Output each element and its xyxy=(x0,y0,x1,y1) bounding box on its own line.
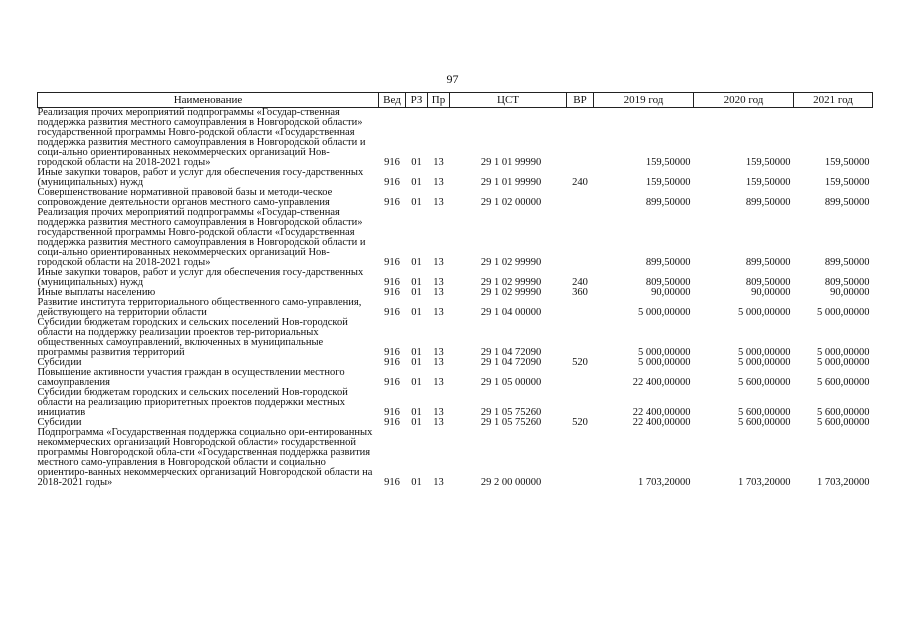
header-2019: 2019 год xyxy=(594,93,694,108)
cell-rz: 01 xyxy=(411,347,422,358)
cell-name: Субсидии бюджетам городских и сельских поселений Нов-городской области на реализацию приоритетных проектов поддержки местных инициатив xyxy=(37,387,348,418)
cell-pr: 13 xyxy=(433,177,444,188)
cell-vr xyxy=(567,208,594,268)
cell-pr: 13 xyxy=(433,377,444,388)
table-row xyxy=(38,318,873,358)
cell-2021: 159,50000 xyxy=(824,177,870,188)
cell-cst: 29 1 02 99990 xyxy=(480,257,542,268)
cell-2019: 5 000,00000 xyxy=(638,347,691,358)
cell-name: Субсидии бюджетам городских и сельских поселений Нов-городской области на поддержку реализации проектов тер-риториальных общественных самоуправлений, включенных в муниципальные программы развития территорий xyxy=(37,317,348,358)
cell-rz: 01 xyxy=(411,377,422,388)
cell-cst: 29 1 02 99990 xyxy=(480,287,542,298)
table-row xyxy=(38,208,873,268)
cell-cst: 29 1 04 00000 xyxy=(480,307,542,318)
cell-2020: 5 000,00000 xyxy=(738,347,791,358)
cell-cst: 29 1 05 00000 xyxy=(480,377,542,388)
table-row xyxy=(38,268,873,288)
budget-table xyxy=(37,92,873,488)
table-header xyxy=(38,93,873,108)
header-vr: ВР xyxy=(567,93,594,108)
cell-ved: 916 xyxy=(384,417,400,428)
cell-rz: 01 xyxy=(411,417,422,428)
cell-vr xyxy=(567,428,594,488)
cell-ved: 916 xyxy=(384,407,400,418)
cell-2020: 5 600,00000 xyxy=(738,417,791,428)
cell-ved: 916 xyxy=(384,177,400,188)
cell-pr: 13 xyxy=(433,157,444,168)
cell-2020: 5 600,00000 xyxy=(738,407,791,418)
cell-ved: 916 xyxy=(384,357,400,368)
cell-ved: 916 xyxy=(384,347,400,358)
cell-ved: 916 xyxy=(384,157,400,168)
cell-2019: 5 000,00000 xyxy=(638,307,691,318)
cell-rz: 01 xyxy=(411,477,422,488)
cell-name: Субсидии xyxy=(37,357,82,368)
cell-2020: 159,50000 xyxy=(745,157,791,168)
cell-2020: 809,50000 xyxy=(745,277,791,288)
cell-cst: 29 1 05 75260 xyxy=(480,407,542,418)
cell-vr xyxy=(567,108,594,169)
cell-cst: 29 1 02 00000 xyxy=(480,197,542,208)
cell-pr: 13 xyxy=(433,277,444,288)
cell-pr: 13 xyxy=(433,197,444,208)
cell-2019: 159,50000 xyxy=(645,157,691,168)
cell-name: Реализация прочих мероприятий подпрограммы «Государ-ственная поддержка развития местного самоуправления в Новгородской области» государственной программы Новго-родской области «Государственная поддержка развития местного самоуправления в Новгородской области и соци-ально ориентированных некоммерческих организаций Нов-городской области на 2018-2021 годы» xyxy=(37,207,366,268)
page-number: 97 xyxy=(446,72,459,86)
header-ved: Вед xyxy=(379,93,406,108)
cell-rz: 01 xyxy=(411,197,422,208)
cell-2021: 899,50000 xyxy=(824,197,870,208)
cell-pr: 13 xyxy=(433,307,444,318)
cell-ved: 916 xyxy=(384,377,400,388)
cell-name: Иные выплаты населению xyxy=(37,287,156,298)
cell-name: Реализация прочих мероприятий подпрограммы «Государ-ственная поддержка развития местного самоуправления в Новгородской области» государственной программы Новго-родской области «Государственная поддержка развития местного самоуправления в Новгородской области и соци-ально ориентированных некоммерческих организаций Нов-городской области на 2018-2021 годы» xyxy=(37,107,366,168)
cell-vr xyxy=(567,368,594,388)
cell-2020: 5 000,00000 xyxy=(738,357,791,368)
cell-ved: 916 xyxy=(384,287,400,298)
table-row xyxy=(38,298,873,318)
cell-cst: 29 1 01 99990 xyxy=(480,157,542,168)
cell-cst: 29 2 00 00000 xyxy=(480,477,542,488)
cell-pr: 13 xyxy=(433,417,444,428)
cell-2020: 899,50000 xyxy=(745,257,791,268)
header-2021: 2021 год xyxy=(794,93,873,108)
cell-pr: 13 xyxy=(433,287,444,298)
cell-pr: 13 xyxy=(433,347,444,358)
table-row xyxy=(38,428,873,488)
cell-name: Субсидии xyxy=(37,417,82,428)
cell-2021: 5 600,00000 xyxy=(817,407,870,418)
table-row xyxy=(38,188,873,208)
cell-vr: 240 xyxy=(572,277,588,288)
cell-2021: 90,00000 xyxy=(830,287,870,298)
cell-2021: 159,50000 xyxy=(824,157,870,168)
cell-pr: 13 xyxy=(433,357,444,368)
cell-cst: 29 1 04 72090 xyxy=(480,357,542,368)
cell-name: Подпрограмма «Государственная поддержка социально ори-ентированных некоммерческих организаций Новгородской области» государственной программы Новгородской обла-сти «Государственная поддержка развития местного само-управления в Новгородской области и социально ориентиро-ванных некоммерческих организаций Новгородской области на 2018-2021 годы» xyxy=(37,427,373,488)
cell-2020: 1 703,20000 xyxy=(738,477,791,488)
cell-2019: 899,50000 xyxy=(645,197,691,208)
cell-2019: 809,50000 xyxy=(645,277,691,288)
cell-pr: 13 xyxy=(433,257,444,268)
cell-vr: 360 xyxy=(572,287,588,298)
cell-cst: 29 1 04 72090 xyxy=(480,347,542,358)
cell-2019: 899,50000 xyxy=(645,257,691,268)
header-pr: Пр xyxy=(428,93,450,108)
cell-cst: 29 1 02 99990 xyxy=(480,277,542,288)
cell-2021: 5 000,00000 xyxy=(817,357,870,368)
cell-cst: 29 1 05 75260 xyxy=(480,417,542,428)
table-body xyxy=(38,108,873,489)
cell-2021: 1 703,20000 xyxy=(817,477,870,488)
cell-ved: 916 xyxy=(384,197,400,208)
cell-rz: 01 xyxy=(411,407,422,418)
cell-rz: 01 xyxy=(411,277,422,288)
cell-2019: 22 400,00000 xyxy=(632,407,691,418)
cell-name: Повышение активности участия граждан в осуществлении местного самоуправления xyxy=(37,367,345,388)
cell-2021: 5 000,00000 xyxy=(817,307,870,318)
cell-rz: 01 xyxy=(411,307,422,318)
cell-name: Развитие института территориального общественного само-управления, действующего на территории области xyxy=(37,297,362,318)
table-row xyxy=(38,368,873,388)
cell-2020: 5 600,00000 xyxy=(738,377,791,388)
cell-rz: 01 xyxy=(411,287,422,298)
table-row xyxy=(38,108,873,169)
cell-2021: 5 600,00000 xyxy=(817,417,870,428)
table-row xyxy=(38,168,873,188)
cell-cst: 29 1 01 99990 xyxy=(480,177,542,188)
cell-2019: 90,00000 xyxy=(651,287,691,298)
cell-ved: 916 xyxy=(384,257,400,268)
cell-vr: 520 xyxy=(572,417,588,428)
cell-rz: 01 xyxy=(411,357,422,368)
cell-rz: 01 xyxy=(411,157,422,168)
cell-2021: 5 000,00000 xyxy=(817,347,870,358)
cell-pr: 13 xyxy=(433,407,444,418)
cell-ved: 916 xyxy=(384,477,400,488)
cell-2021: 5 600,00000 xyxy=(817,377,870,388)
cell-2019: 1 703,20000 xyxy=(638,477,691,488)
cell-ved: 916 xyxy=(384,307,400,318)
cell-name: Иные закупки товаров, работ и услуг для обеспечения госу-дарственных (муниципальных) нужд xyxy=(37,267,364,288)
cell-vr xyxy=(567,318,594,358)
cell-2019: 22 400,00000 xyxy=(632,417,691,428)
cell-vr: 240 xyxy=(572,177,588,188)
header-name: Наименование xyxy=(38,93,379,108)
cell-vr: 520 xyxy=(572,357,588,368)
cell-ved: 916 xyxy=(384,277,400,288)
cell-pr: 13 xyxy=(433,477,444,488)
cell-vr xyxy=(567,188,594,208)
header-2020: 2020 год xyxy=(694,93,794,108)
cell-2020: 899,50000 xyxy=(745,197,791,208)
table-row xyxy=(38,388,873,418)
cell-2020: 5 000,00000 xyxy=(738,307,791,318)
header-rz: РЗ xyxy=(406,93,428,108)
cell-2021: 809,50000 xyxy=(824,277,870,288)
cell-2019: 5 000,00000 xyxy=(638,357,691,368)
cell-2019: 159,50000 xyxy=(645,177,691,188)
cell-rz: 01 xyxy=(411,177,422,188)
cell-rz: 01 xyxy=(411,257,422,268)
cell-2020: 159,50000 xyxy=(745,177,791,188)
cell-vr xyxy=(567,298,594,318)
cell-2019: 22 400,00000 xyxy=(632,377,691,388)
header-cst: ЦСТ xyxy=(450,93,567,108)
cell-name: Совершенствование нормативной правовой базы и методи-ческое сопровождение деятельности органов местного само-управления xyxy=(37,187,333,208)
cell-vr xyxy=(567,388,594,418)
cell-2021: 899,50000 xyxy=(824,257,870,268)
cell-name: Иные закупки товаров, работ и услуг для обеспечения госу-дарственных (муниципальных) нужд xyxy=(37,167,364,188)
cell-2020: 90,00000 xyxy=(751,287,791,298)
